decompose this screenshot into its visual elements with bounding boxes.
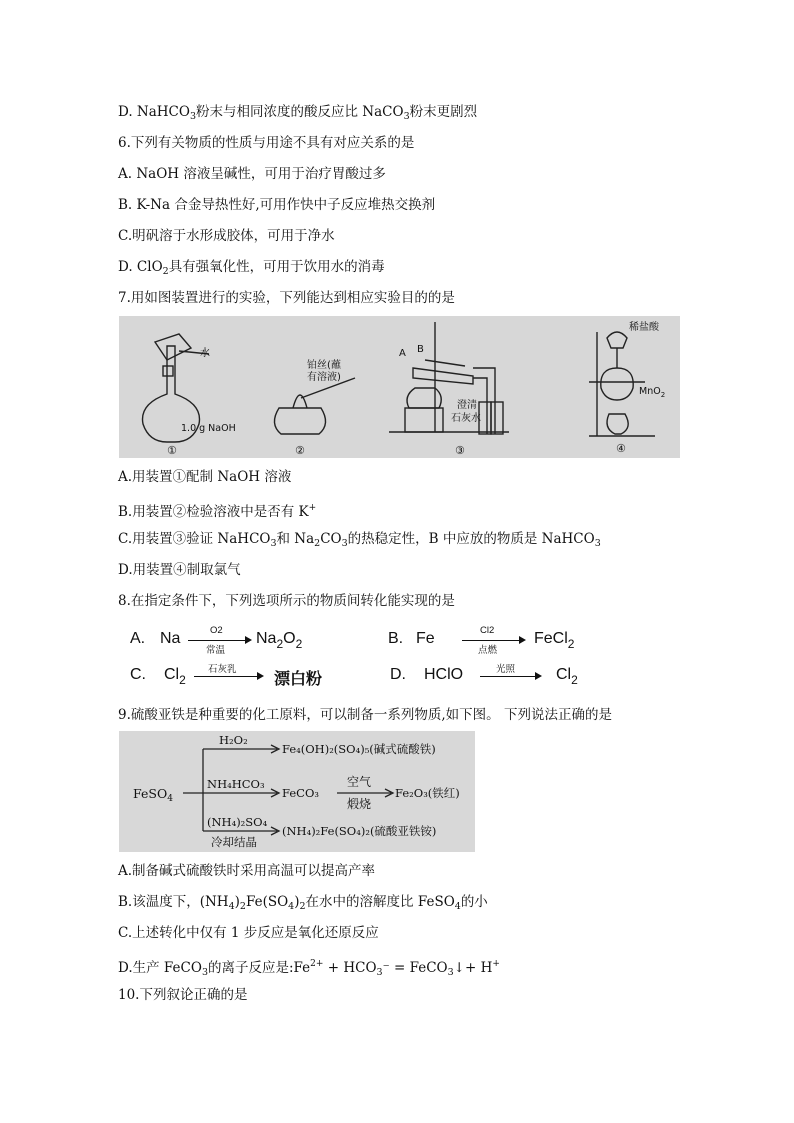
q8-stem: 8.在指定条件下，下列选项所示的物质间转化能实现的是 <box>118 593 455 609</box>
reactant: Fe <box>416 630 435 647</box>
route3-reagent: (NH₄)₂SO₄ <box>207 815 268 829</box>
subscript: 3 <box>447 967 454 978</box>
text: 粉末更剧烈 <box>409 104 478 120</box>
q7-stem: 7.用如图装置进行的实验，下列能达到相应实验目的的是 <box>118 290 455 306</box>
q8-option-d <box>390 664 630 692</box>
q7-option-c <box>118 530 601 553</box>
condition-bottom: 常温 <box>206 645 226 656</box>
route2-condition-bottom: 煅烧 <box>347 797 372 811</box>
q5-option-d <box>118 103 477 126</box>
text: 粉末与相同浓度的酸反应比 NaCO <box>196 104 404 120</box>
text: C.用装置③验证 NaHCO <box>118 531 271 547</box>
reaction-arrow <box>462 640 524 641</box>
label-n1: ① <box>167 444 177 457</box>
subscript: 3 <box>341 538 348 549</box>
product: 漂白粉 <box>274 671 323 688</box>
text: Fe(SO <box>245 894 289 910</box>
route2-product: Fe₂O₃(铁红) <box>395 786 460 800</box>
subscript: 2 <box>660 391 666 399</box>
text: ⁻ = FeCO <box>382 960 448 976</box>
q9-option-d <box>118 955 500 982</box>
text: + HCO <box>323 960 377 976</box>
condition-top: 光照 <box>496 664 516 675</box>
q7-option-d: D.用装置④制取氯气 <box>118 562 241 578</box>
superscript: + <box>308 503 317 513</box>
condition-top: Cl2 <box>480 625 495 636</box>
q8-option-c <box>130 664 380 692</box>
option-label: D. <box>390 666 406 683</box>
text: ) <box>234 894 240 910</box>
product <box>256 630 302 651</box>
text: Na <box>256 630 277 647</box>
text: 的小 <box>460 894 488 910</box>
condition-top: 石灰乳 <box>208 664 237 675</box>
text: MnO <box>639 386 661 397</box>
text: D. ClO <box>118 259 163 275</box>
reaction-arrow <box>194 676 262 677</box>
subscript: 2 <box>276 637 284 651</box>
condition-top: O2 <box>210 625 223 636</box>
text: ) <box>294 894 300 910</box>
text: Cl <box>556 666 572 683</box>
option-label: C. <box>130 666 146 683</box>
q6-stem: 6.下列有关物质的性质与用途不具有对应关系的是 <box>118 135 415 151</box>
text: B.该温度下，(NH <box>118 894 229 910</box>
label-n3: ③ <box>455 444 465 457</box>
label-pt-wire-2: 有溶液) <box>307 372 341 383</box>
q9-option-c: C.上述转化中仅有 1 步反应是氧化还原反应 <box>118 925 379 941</box>
subscript: 2 <box>299 901 306 912</box>
text: FeCl <box>534 630 568 647</box>
route3-condition: 冷却结晶 <box>211 835 257 849</box>
subscript: 3 <box>270 538 277 549</box>
subscript: 2 <box>239 901 246 912</box>
label-lime-1: 澄清 <box>457 400 477 411</box>
subscript: 3 <box>376 967 383 978</box>
label-dilute-hcl: 稀盐酸 <box>629 322 659 333</box>
reactant <box>164 666 186 687</box>
label-naoh: 1.0 g NaOH <box>181 423 236 434</box>
label-a: A <box>399 348 406 359</box>
text: D. NaHCO <box>118 104 190 120</box>
text: 的离子反应是:Fe <box>208 960 311 976</box>
q9-option-a: A.制备碱式硫酸铁时采用高温可以提高产率 <box>118 863 376 879</box>
route1-reagent: H₂O₂ <box>219 733 248 747</box>
ferrous-sulfate-scheme <box>119 731 475 852</box>
reactant: Na <box>160 630 181 647</box>
label-water: 水 <box>200 348 210 359</box>
product <box>534 630 574 651</box>
q10-stem: 10.下列叙论正确的是 <box>118 987 248 1003</box>
subscript: 4 <box>167 794 173 804</box>
option-label: A. <box>130 630 146 647</box>
subscript: 3 <box>189 111 197 122</box>
text: CO <box>320 531 342 547</box>
apparatus-figure <box>119 316 680 458</box>
q9-option-b <box>118 893 488 916</box>
text: D.生产 FeCO <box>118 960 202 976</box>
subscript: 2 <box>295 637 303 651</box>
text: O <box>283 630 296 647</box>
subscript: 2 <box>179 673 186 687</box>
subscript: 2 <box>567 637 575 651</box>
subscript: 2 <box>571 673 578 687</box>
route2-condition-top: 空气 <box>347 775 372 789</box>
subscript: 3 <box>403 111 410 122</box>
text: 具有强氧化性，可用于饮用水的消毒 <box>168 259 385 275</box>
apparatus-drawing <box>119 316 680 458</box>
q9-stem: 9.硫酸亚铁是种重要的化工原料，可以制备一系列物质,如下图。 下列说法正确的是 <box>118 707 612 723</box>
route2-reagent: NH₄HCO₃ <box>207 777 265 791</box>
condition-bottom: 点燃 <box>478 645 498 656</box>
text: 和 Na <box>276 531 315 547</box>
superscript: + <box>492 959 500 969</box>
subscript: 4 <box>454 901 461 912</box>
text: FeSO <box>133 786 168 801</box>
subscript: 2 <box>314 538 321 549</box>
subscript: 4 <box>288 901 295 912</box>
reaction-arrow <box>480 676 540 677</box>
text: 在水中的溶解度比 FeSO <box>305 894 455 910</box>
subscript: 3 <box>201 967 208 978</box>
reactant: HClO <box>424 666 464 683</box>
q7-option-b <box>118 499 316 521</box>
option-label: B. <box>388 630 404 647</box>
product <box>556 666 578 687</box>
label-n2: ② <box>295 444 305 457</box>
label-n4: ④ <box>616 442 626 455</box>
subscript: 3 <box>594 538 601 549</box>
label-lime-2: 石灰水 <box>451 413 481 424</box>
q6-option-a: A. NaOH 溶液呈碱性，可用于治疗胃酸过多 <box>118 166 386 182</box>
q8-option-a <box>130 625 380 656</box>
route1-product: Fe₄(OH)₂(SO₄)₅(碱式硫酸铁) <box>282 742 436 756</box>
q8-option-b <box>388 625 628 656</box>
subscript: 2 <box>162 266 169 277</box>
subscript: 4 <box>228 901 235 912</box>
superscript: 2+ <box>310 959 324 969</box>
scheme-drawing <box>119 731 475 852</box>
route3-product: (NH₄)₂Fe(SO₄)₂(硫酸亚铁铵) <box>282 824 437 838</box>
q7-option-a: A.用装置①配制 NaOH 溶液 <box>118 469 292 485</box>
text: 的热稳定性，B 中应放的物质是 NaHCO <box>347 531 595 547</box>
label-b: B <box>417 344 424 355</box>
text: ↓+ H <box>453 960 493 976</box>
reaction-arrow <box>188 640 250 641</box>
q6-option-b: B. K-Na 合金导热性好,可用作快中子反应堆热交换剂 <box>118 197 436 213</box>
q6-option-d <box>118 258 385 281</box>
label-pt-wire-1: 铂丝(蘸 <box>307 360 341 371</box>
text: Cl <box>164 666 180 683</box>
text: B.用装置②检验溶液中是否有 K <box>118 504 309 520</box>
q6-option-c: C.明矾溶于水形成胶体，可用于净水 <box>118 228 335 244</box>
route2-intermediate: FeCO₃ <box>282 786 319 800</box>
